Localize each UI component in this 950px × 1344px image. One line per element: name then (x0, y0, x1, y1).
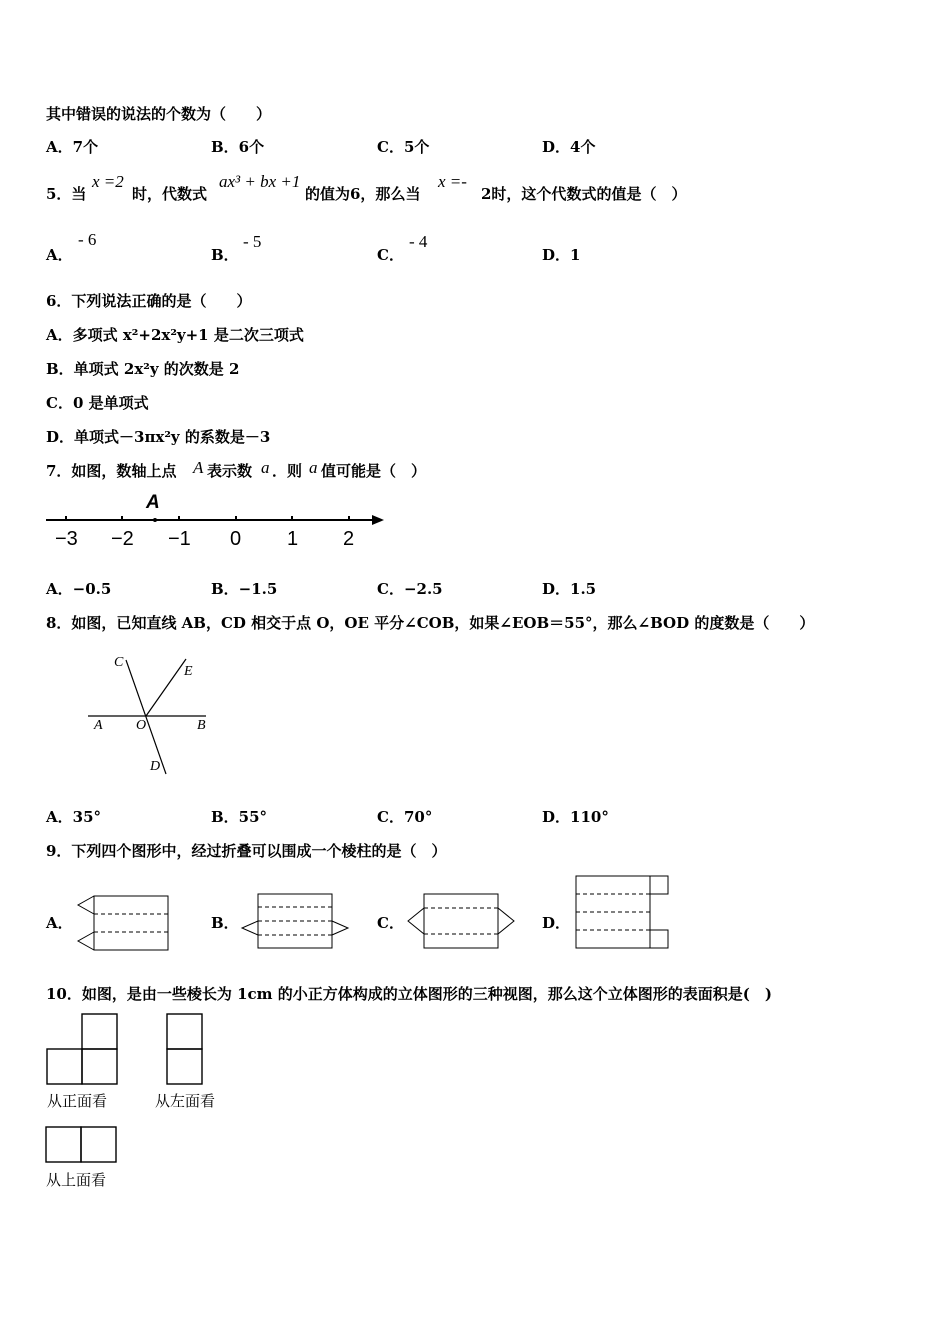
q7-number: 7．如图，数轴上点 (46, 462, 177, 480)
q4-option-b: B．6个 (211, 138, 265, 156)
tick-label: 1 (287, 528, 299, 550)
q6-stem: 6．下列说法正确的是（ ） (46, 292, 252, 310)
q5-option-c-label: C． (377, 246, 404, 264)
figure-label-d: D (150, 759, 161, 774)
q4-option-a: A．7个 (46, 138, 99, 156)
tick-label: 2 (343, 528, 355, 550)
q7-text-2: ．则 (272, 462, 303, 480)
q5-number: 5．当 (46, 185, 87, 203)
q5-option-b-value: - 5 (243, 232, 262, 251)
q5-condition: x =2 (92, 172, 124, 191)
figure-label-c: C (114, 655, 124, 670)
left-view (167, 1014, 202, 1084)
number-line-label-a: A (146, 492, 160, 513)
q5-option-c-value: - 4 (409, 232, 428, 251)
q5-option-b-label: B． (211, 246, 239, 264)
top-view-caption: 从上面看 (46, 1171, 107, 1189)
q8-stem: 8．如图，已知直线 AB，CD 相交于点 O，OE 平分∠COB，如果∠EOB＝55°，那么∠BOD 的度数是（ ） (46, 614, 815, 632)
q8-option-a: A．35° (46, 808, 102, 826)
q5-option-d: D．1 (542, 246, 581, 264)
figure-label-e: E (184, 664, 193, 679)
q7-point-a: A (193, 458, 204, 477)
q10-stem: 10．如图，是由一些棱长为 1cm 的小正方体构成的立体图形的三种视图，那么这个立体图形的表面积是( ) (46, 985, 772, 1003)
q9-option-a-label: A． (46, 914, 73, 932)
q8-option-d: D．110° (542, 808, 609, 826)
q4-stem: 其中错误的说法的个数为（ ） (46, 105, 272, 123)
tick-label: −1 (168, 528, 191, 550)
q5-text-1: 时，代数式 (132, 185, 208, 203)
q4-option-d: D．4个 (542, 138, 596, 156)
left-view-caption: 从左面看 (155, 1092, 216, 1110)
top-view (46, 1127, 116, 1162)
q5-expression: ax³ + bx +1 (219, 172, 301, 191)
q5-option-a-value: - 6 (78, 230, 97, 249)
q5-option-a-label: A． (46, 246, 73, 264)
figure-label-b: B (197, 718, 206, 733)
q7-option-b: B．−1.5 (211, 580, 278, 598)
q5-text-2: 的值为6，那么当 (305, 185, 421, 203)
q6-option-a: A．多项式 x²+2x²y+1 是二次三项式 (46, 326, 304, 344)
q7-option-a: A．−0.5 (46, 580, 112, 598)
q9-option-c-label: C． (377, 914, 404, 932)
q6-option-b: B．单项式 2x²y 的次数是 2 (46, 360, 240, 378)
figure-label-o: O (136, 718, 147, 733)
tick-label: −3 (55, 528, 78, 550)
q9-stem: 9．下列四个图形中，经过折叠可以围成一个棱柱的是（ ） (46, 842, 447, 860)
q5-condition-2: x =- (438, 172, 467, 191)
figure-label-a: A (94, 718, 103, 733)
q8-option-c: C．70° (377, 808, 433, 826)
tick-label: −2 (111, 528, 134, 550)
q5-tail: 2时，这个代数式的值是（ ） (481, 185, 687, 203)
q7-var-a-2: a (309, 458, 318, 477)
q7-text-1: 表示数 (207, 462, 253, 480)
q9-option-d-label: D． (542, 914, 571, 932)
q8-option-b: B．55° (211, 808, 268, 826)
q7-tail: 值可能是（ ） (321, 462, 427, 480)
q7-option-c: C．−2.5 (377, 580, 443, 598)
q7-option-d: D．1.5 (542, 580, 597, 598)
q7-var-a: a (261, 458, 270, 477)
q4-option-c: C．5个 (377, 138, 430, 156)
q9-option-b-label: B． (211, 914, 239, 932)
q6-option-c: C．0 是单项式 (46, 394, 149, 412)
front-view (47, 1014, 117, 1084)
q6-option-d: D．单项式－3πx²y 的系数是－3 (46, 428, 271, 446)
front-view-caption: 从正面看 (47, 1092, 108, 1110)
tick-label: 0 (230, 528, 242, 550)
